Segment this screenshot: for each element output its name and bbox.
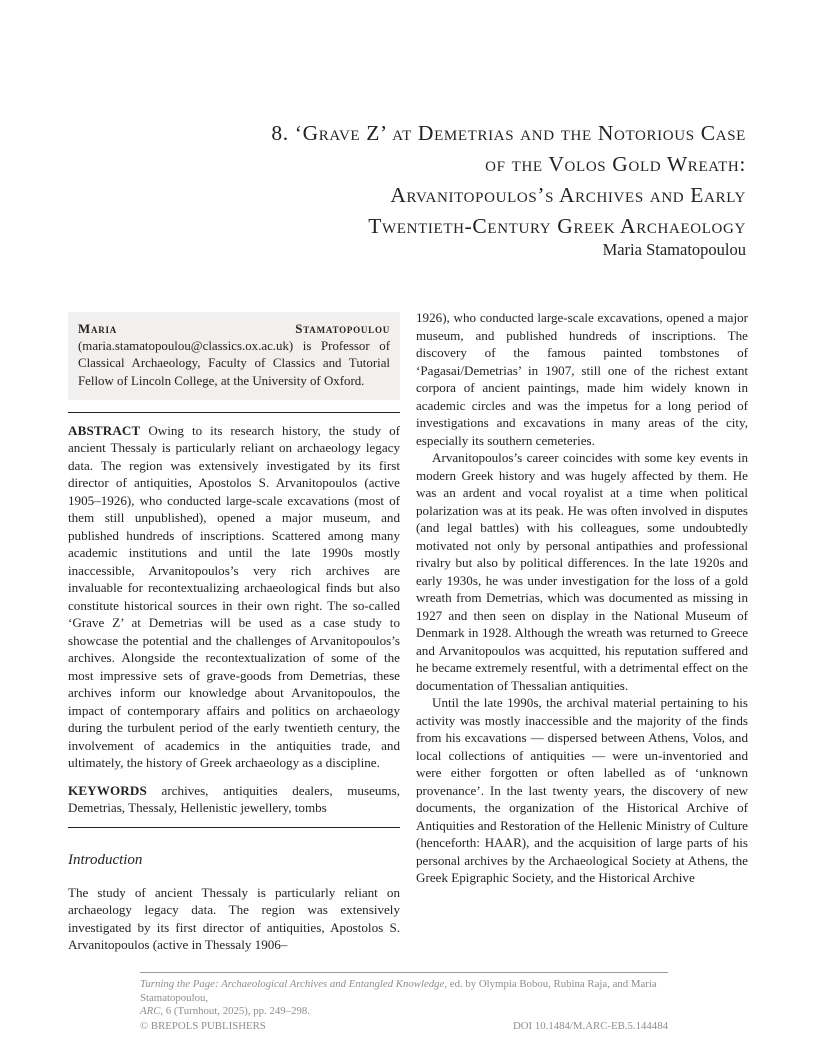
- right-column: [416, 309, 748, 887]
- footer: [140, 978, 668, 1033]
- footer-publisher: © BREPOLS PUBLISHERS: [140, 1019, 266, 1032]
- body-paragraph: Until the late 1990s, the archival material pertaining to his activity was mostly inaccessible and the majority of the finds from his excavations — dispersed between Athens, Volos, and local collections of antiquities — were un-inventoried and were either forgotten or often labelled as of ‘unknown provenance’. In the last twenty years, the discovery of new documents, the organization of the Historical Archive of Antiquities and Restoration of the Hellenic Ministry of Culture (henceforth: HAAR), and the acquisition of large parts of his personal archives by the Archaeological Society at Athens, the Greek Epigraphic Society, and the Historical Archive: [416, 695, 748, 885]
- abstract-text: Owing to its research history, the study of ancient Thessaly is particularly reliant on archaeology legacy data. The region was extensively investigated by its first director of antiquities, Apostolos S. Arvanitopoulos (active 1905–1926), who conducted large-scale excavations (most of them still unpublished), opened a major museum, and published hundreds of inscriptions. Scattered among many academic institutions and until the late 1990s mostly inaccessible, Arvanitopoulos’s very rich archives are invaluable for recontextualizing archaeological finds but also constitute historical sources in their own right. The so-called ‘Grave Z’ at Demetrias will be used as a case study to showcase the potential and the challenges of Arvanitopoulos’s archives. Alongside the recontextualization of some of the most impressive sets of grave-goods from Demetrias, these archives inform our knowledge about Arvanitopoulos, the impact of contemporary affairs and politics on archaeology during the turbulent period of the early twentieth century, the involvement of academics in the antiquities trade, and ultimately, the history of Greek archaeology as a discipline.: [68, 422, 400, 771]
- keywords-label: KEYWORDS: [68, 782, 147, 798]
- footer-doi: DOI 10.1484/M.ARC-EB.5.144484: [512, 1019, 668, 1032]
- divider-rule: [68, 827, 400, 828]
- body-paragraph: Arvanitopoulos’s career coincides with some key events in modern Greek history and was hugely affected by them. He was an ardent and vocal royalist at a time when political polarization was at its peak. He was often involved in disputes (and legal battles) with his colleagues, some undoubtedly motivated not only by personal antipathies and professional rivalry but also by political differences. In the late 1920s and early 1930s, he was under investigation for the loss of a gold wreath from Demetrias, which was documented as missing in 1927 and then seen on display in the National Museum of Denmark in 1928. Although the wreath was returned to Greece and Arvanitopoulos was acquitted, his reputation suffered and he became extremely resentful, with a detrimental effect on the documentation of Thessalian antiquities.: [416, 450, 748, 693]
- left-column: [68, 312, 400, 954]
- body-paragraph: 1926), who conducted large-scale excavations, opened a major museum, and published hundreds of inscriptions. The discovery of the famous painted tombstones of ‘Pagasai/Demetrias’ in 1907, still one of the richest extant corpora of ancient paintings, made him widely known in academic circles and was the impetus for a long period of investigations and excavations in many areas of the city, especially its southern cemeteries.: [416, 310, 748, 448]
- author-bio-box: [68, 312, 400, 400]
- introduction-paragraph: The study of ancient Thessaly is particularly reliant on archaeology legacy data. The region was extensively investigated by its first director of antiquities, Apostolos S. Arvanitopoulos (active in Thessaly 1906–: [68, 884, 400, 953]
- keywords-section: [68, 782, 400, 817]
- chapter-title-line: Arvanitopoulos’s Archives and Early: [390, 183, 746, 207]
- footer-bottom-row: [140, 1020, 668, 1034]
- abstract-section: [68, 422, 400, 772]
- footer-series-name: ARC: [140, 1005, 161, 1018]
- chapter-title-line: 8. ‘Grave Z’ at Demetrias and the Notorious Case: [271, 121, 746, 145]
- divider-rule: [68, 412, 400, 413]
- footer-work-title: Turning the Page: Archaeological Archives and Entangled Knowledge: [140, 978, 445, 990]
- chapter-title-line: of the Volos Gold Wreath:: [485, 152, 746, 176]
- chapter-title-line: Twentieth-Century Greek Archaeology: [368, 214, 746, 238]
- introduction-heading: Introduction: [68, 851, 143, 868]
- bio-text: (maria.stamatopoulou@classics.ox.ac.uk) is Professor of Classical Archaeology, Faculty of Classics and Tutorial Fellow of Lincoln College, at the University of Oxford.: [78, 339, 390, 388]
- footer-citation-rest: , ed. by Olympia Bobou, Rubina Raja, and Maria Stamatopoulou,: [140, 978, 657, 1004]
- footer-citation: [140, 978, 668, 1019]
- footer-series-rest: , 6 (Turnhout, 2025), pp. 249–298.: [160, 1005, 310, 1018]
- keywords-text: archives, antiquities dealers, museums, Demetrias, Thessaly, Hellenistic jewellery, tombs: [68, 782, 400, 816]
- chapter-title: [146, 118, 746, 242]
- abstract-label: ABSTRACT: [68, 422, 141, 438]
- author-name: Maria Stamatopoulou: [602, 240, 746, 259]
- footer-rule: [140, 972, 668, 973]
- bio-author-name: Maria Stamatopoulou: [78, 322, 390, 336]
